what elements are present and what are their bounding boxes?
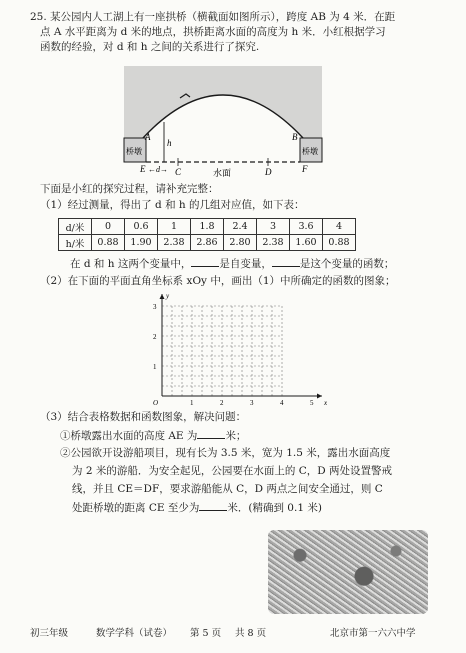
part3-q2-line-4 bbox=[72, 500, 466, 515]
problem-line-2: 点 A 水平距离为 d 米的地点，拱桥距离水面的高度为 h 米．小红根据学习 bbox=[40, 26, 386, 38]
label-B: B bbox=[292, 132, 298, 142]
table-header-h: h/米 bbox=[59, 235, 92, 251]
footer-school: 北京市第一六六中学 bbox=[330, 628, 416, 639]
problem-line-1: 25. 某公园内人工湖上有一座拱桥（横截面如图所示），跨度 AB 为 4 米．在距 bbox=[30, 11, 396, 23]
y-tick-label: 3 bbox=[153, 303, 157, 311]
pier-left-label: 桥墩 bbox=[126, 147, 142, 156]
x-tick-label: 2 bbox=[220, 399, 224, 407]
bridge-figure bbox=[118, 58, 328, 178]
water-label: 水面 bbox=[213, 169, 232, 178]
answer-blank-ae[interactable] bbox=[197, 428, 225, 439]
part3-q1-a: ①桥墩露出水面的高度 AE 为 bbox=[60, 430, 198, 442]
y-tick-label: 2 bbox=[153, 333, 157, 341]
problem-line-3: 函数的经验，对 d 和 h 之间的关系进行了探究. bbox=[40, 41, 260, 53]
table-cell: 1.60 bbox=[290, 235, 323, 251]
footer-subject: 数学学科（试卷） bbox=[96, 628, 173, 639]
label-C: C bbox=[175, 167, 182, 177]
part3-q1 bbox=[60, 428, 466, 443]
part1-question bbox=[70, 256, 466, 271]
footer-page: 第 5 页 bbox=[190, 628, 222, 639]
table-cell: 0.88 bbox=[92, 235, 125, 251]
table-cell: 1.90 bbox=[125, 235, 158, 251]
value-table bbox=[58, 218, 356, 251]
table-cell: 2.86 bbox=[191, 235, 224, 251]
table-cell: 2.4 bbox=[224, 219, 257, 235]
label-h: h bbox=[167, 138, 172, 148]
part3-q1-b: 米； bbox=[225, 430, 247, 442]
table-header-d: d/米 bbox=[59, 219, 92, 235]
part1-q-c: 是这个变量的函数； bbox=[299, 258, 395, 270]
label-D: D bbox=[265, 167, 272, 177]
x-axis-label: x bbox=[324, 399, 328, 407]
table-cell: 2.38 bbox=[158, 235, 191, 251]
answer-blank-dependent[interactable] bbox=[272, 256, 300, 267]
pier-right-label: 桥墩 bbox=[302, 147, 318, 156]
table-row-d bbox=[59, 219, 356, 235]
label-E: E bbox=[140, 164, 146, 174]
coordinate-grid[interactable] bbox=[140, 288, 330, 408]
label-F: F bbox=[302, 164, 308, 174]
part3-q2-line-1: ②公园欲开设游船项目，现有长为 3.5 米，宽为 1.5 米，露出水面高度 bbox=[60, 447, 391, 459]
x-tick-label: 1 bbox=[190, 399, 194, 407]
part1-text: （1）经过测量，得出了 d 和 h 的几组对应值，如下表： bbox=[40, 199, 305, 211]
part1-q-a: 在 d 和 h 这两个变量中， bbox=[70, 258, 192, 270]
part3-text: （3）结合表格数据和函数图象，解决问题： bbox=[40, 411, 247, 423]
table-row-h bbox=[59, 235, 356, 251]
table-cell: 1.8 bbox=[191, 219, 224, 235]
table-cell: 4 bbox=[323, 219, 356, 235]
x-tick-label: 3 bbox=[250, 399, 254, 407]
y-axis-arrow bbox=[160, 294, 165, 299]
y-axis-label: y bbox=[166, 292, 170, 300]
x-tick-label: 4 bbox=[280, 399, 284, 407]
table-cell: 0 bbox=[92, 219, 125, 235]
footer-grade: 初三年级 bbox=[30, 628, 69, 639]
bridge-photo bbox=[268, 530, 428, 614]
part3-q2-line-2: 为 2 米的游船．为安全起见，公园要在水面上的 C，D 两处设置警戒 bbox=[72, 465, 392, 477]
table-cell: 3 bbox=[257, 219, 290, 235]
answer-blank-ce[interactable] bbox=[199, 500, 227, 511]
table-cell: 2.38 bbox=[257, 235, 290, 251]
table-cell: 0.88 bbox=[323, 235, 356, 251]
table-cell: 2.80 bbox=[224, 235, 257, 251]
label-d: ←d→ bbox=[148, 165, 168, 174]
part3-q2-l4b: 米．(精确到 0.1 米) bbox=[227, 502, 322, 514]
origin-label: O bbox=[153, 399, 159, 407]
x-tick-label: 5 bbox=[310, 399, 314, 407]
y-tick-label: 1 bbox=[153, 363, 157, 371]
table-cell: 3.6 bbox=[290, 219, 323, 235]
intro-text: 下面是小红的探究过程，请补充完整： bbox=[40, 183, 219, 195]
part1-q-b: 是自变量， bbox=[219, 258, 272, 270]
part3-q2-l4a: 处距桥墩的距离 CE 至少为 bbox=[72, 502, 200, 514]
answer-blank-independent[interactable] bbox=[191, 256, 219, 267]
table-cell: 1 bbox=[158, 219, 191, 235]
part3-q2-line-3: 线，并且 CE＝DF，要求游船能从 C，D 两点之间安全通过，则 C bbox=[72, 483, 383, 495]
footer-total: 共 8 页 bbox=[235, 628, 267, 639]
x-axis-arrow bbox=[317, 394, 322, 399]
table-cell: 0.6 bbox=[125, 219, 158, 235]
label-A: A bbox=[145, 132, 151, 142]
part2-text: （2）在下面的平面直角坐标系 xOy 中，画出（1）中所确定的函数的图象； bbox=[40, 275, 396, 287]
